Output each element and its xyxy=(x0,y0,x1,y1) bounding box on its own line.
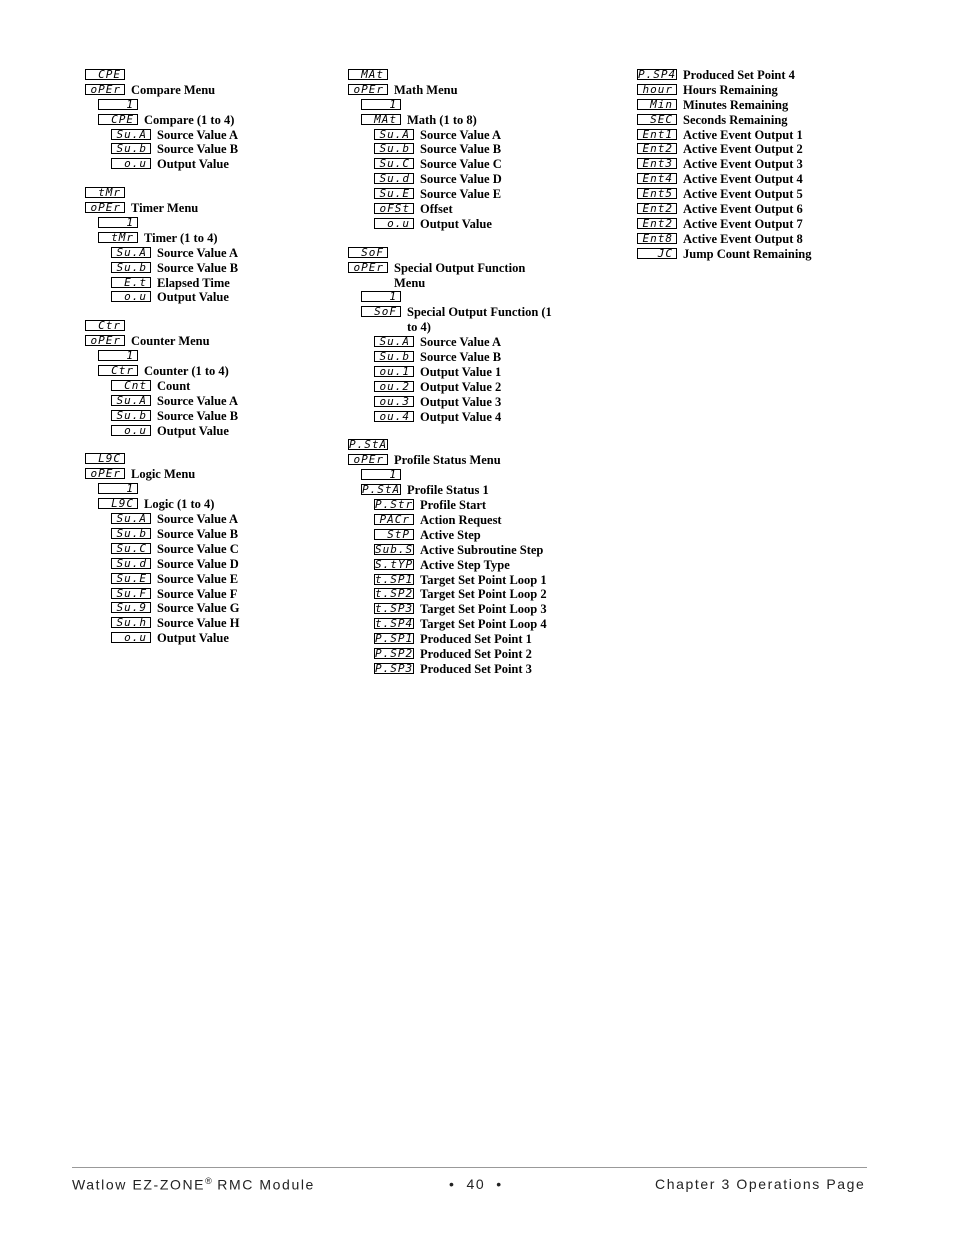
menu-label: Source Value A xyxy=(157,393,239,408)
display-code: Su.b xyxy=(374,351,414,362)
display-code: 1 xyxy=(361,291,401,302)
display-code: SoF xyxy=(361,306,401,317)
footer-module: RMC Module xyxy=(211,1176,315,1193)
display-code: Su.b xyxy=(111,143,151,154)
display-code: Ent3 xyxy=(637,158,677,169)
display-code: JC xyxy=(637,248,677,259)
display-code: tMr xyxy=(85,187,125,198)
display-code: Cnt xyxy=(111,380,151,391)
display-code: oPEr xyxy=(348,454,388,465)
display-code: oPEr xyxy=(85,84,125,95)
menu-label: Output Value xyxy=(157,290,229,305)
registered-mark: ® xyxy=(205,1176,212,1186)
display-code: oFSt xyxy=(374,203,414,214)
menu-label: Source Value E xyxy=(420,187,502,202)
display-code: t.SP1 xyxy=(375,573,414,585)
page-number: • 40 • xyxy=(449,1176,503,1192)
menu-label: Output Value 2 xyxy=(420,379,502,394)
menu-label: Source Value A xyxy=(157,512,239,527)
display-code: t.SP3 xyxy=(375,603,414,615)
menu-label: Active Event Output 1 xyxy=(683,127,803,142)
display-code: P.StA xyxy=(349,439,388,451)
menu-label: Produced Set Point 4 xyxy=(683,68,795,82)
menu-label: Source Value A xyxy=(157,127,239,142)
menu-label: Output Value 3 xyxy=(420,394,502,409)
display-code: ou.4 xyxy=(374,411,414,422)
menu-label: Count xyxy=(157,378,191,393)
display-code: L9C xyxy=(85,453,125,464)
display-code: Su.b xyxy=(111,262,151,273)
footer-divider xyxy=(72,1167,867,1168)
menu-label: Special Output Function (1 xyxy=(407,305,552,320)
display-code: Ctr xyxy=(85,320,125,331)
menu-label: Active Event Output 2 xyxy=(683,142,803,157)
menu-label: Output Value 1 xyxy=(420,364,502,379)
display-code: Su.b xyxy=(374,143,414,154)
menu-label: Minutes Remaining xyxy=(683,97,789,112)
display-code: o.u xyxy=(111,425,151,436)
display-code: t.SP4 xyxy=(375,618,414,630)
display-code: Su.E xyxy=(111,573,151,584)
menu-label: Target Set Point Loop 3 xyxy=(420,602,547,617)
menu-label: Hours Remaining xyxy=(683,82,778,97)
menu-label: Timer (1 to 4) xyxy=(144,230,218,245)
menu-label: Output Value 4 xyxy=(420,409,502,424)
menu-label: Target Set Point Loop 2 xyxy=(420,587,547,602)
display-code: SEC xyxy=(637,114,677,125)
menu-label: Counter (1 to 4) xyxy=(144,364,229,379)
display-code: E.t xyxy=(111,277,151,288)
display-code: P.SP1 xyxy=(375,633,414,645)
display-code: Min xyxy=(637,99,677,110)
menu-label: Elapsed Time xyxy=(157,275,230,290)
display-code: oPEr xyxy=(85,468,125,479)
menu-label: Math Menu xyxy=(394,82,458,97)
menu-label: Produced Set Point 1 xyxy=(420,632,532,647)
display-code: Ent5 xyxy=(637,188,677,199)
display-code: Su.C xyxy=(111,543,151,554)
menu-label: Target Set Point Loop 4 xyxy=(420,617,547,632)
menu-label: Active Event Output 8 xyxy=(683,231,803,246)
menu-label-continued: Menu xyxy=(394,275,426,290)
menu-label: Active Step Type xyxy=(420,557,510,572)
footer-chapter: Chapter 3 Operations Page xyxy=(655,1176,866,1192)
display-code: ou.2 xyxy=(374,381,414,392)
menu-label: Source Value B xyxy=(420,142,502,157)
display-code: oPEr xyxy=(85,202,125,213)
menu-label: Source Value C xyxy=(157,541,239,556)
display-code: ou.3 xyxy=(374,396,414,407)
display-code: P.SP3 xyxy=(375,662,414,674)
display-code: Su.A xyxy=(374,129,414,140)
menu-label: Special Output Function xyxy=(394,260,526,275)
menu-label: Source Value D xyxy=(420,172,502,187)
menu-label: Seconds Remaining xyxy=(683,112,788,127)
display-code: oPEr xyxy=(85,335,125,346)
menu-label: Profile Status Menu xyxy=(394,453,501,468)
menu-label: Produced Set Point 2 xyxy=(420,646,532,661)
display-code: Su.A xyxy=(374,336,414,347)
menu-label: Source Value A xyxy=(420,335,502,350)
menu-label: Timer Menu xyxy=(131,201,199,216)
display-code: oPEr xyxy=(348,262,388,273)
display-code: Ent2 xyxy=(637,203,677,214)
menu-label: Output Value xyxy=(157,157,229,172)
menu-label: Source Value E xyxy=(157,571,239,586)
menu-label: Active Step xyxy=(420,527,481,542)
menu-label: Target Set Point Loop 1 xyxy=(420,572,547,587)
menu-label: Active Subroutine Step xyxy=(420,542,544,557)
menu-label: Source Value B xyxy=(157,526,239,541)
display-code: Ent8 xyxy=(637,233,677,244)
display-code: 1 xyxy=(98,350,138,361)
display-code: L9C xyxy=(98,498,138,509)
menu-label: Jump Count Remaining xyxy=(683,246,812,261)
menu-label: Active Event Output 5 xyxy=(683,187,803,202)
display-code: Su.h xyxy=(111,617,151,628)
display-code: Sub.S xyxy=(375,543,414,555)
menu-label: Produced Set Point 3 xyxy=(420,661,532,676)
menu-label: Action Request xyxy=(420,512,502,527)
display-code: Su.A xyxy=(111,513,151,524)
display-code: ou.1 xyxy=(374,366,414,377)
display-code: MAt xyxy=(361,114,401,125)
menu-label-continued: to 4) xyxy=(407,320,431,335)
menu-label: Active Event Output 4 xyxy=(683,172,803,187)
display-code: o.u xyxy=(111,632,151,643)
display-code: StP xyxy=(374,529,414,540)
menu-label: Compare (1 to 4) xyxy=(144,112,235,127)
menu-label: Source Value G xyxy=(157,601,240,616)
display-code: Su.d xyxy=(111,558,151,569)
display-code: 1 xyxy=(98,483,138,494)
display-code: 1 xyxy=(98,99,138,110)
display-code: P.SP2 xyxy=(375,647,414,659)
menu-label: Output Value xyxy=(157,631,229,646)
menu-label: Active Event Output 7 xyxy=(683,216,803,231)
menu-label: Offset xyxy=(420,202,453,217)
menu-label: Compare Menu xyxy=(131,82,216,97)
display-code: Ctr xyxy=(98,365,138,376)
menu-label: Source Value C xyxy=(420,157,502,172)
menu-label: Logic (1 to 4) xyxy=(144,497,215,512)
display-code: Ent2 xyxy=(637,143,677,154)
menu-label: Active Event Output 6 xyxy=(683,202,803,217)
display-code: 1 xyxy=(98,217,138,228)
menu-label: Source Value H xyxy=(157,616,240,631)
display-code: MAt xyxy=(348,69,388,80)
display-code: o.u xyxy=(111,291,151,302)
display-code: oPEr xyxy=(348,84,388,95)
menu-label: Source Value B xyxy=(157,260,239,275)
display-code: Ent2 xyxy=(637,218,677,229)
display-code: P.SP4 xyxy=(638,69,677,80)
menu-label: Source Value B xyxy=(157,408,239,423)
menu-label: Source Value A xyxy=(157,245,239,260)
display-code: Ent4 xyxy=(637,173,677,184)
display-code: Ent1 xyxy=(637,129,677,140)
display-code: CPE xyxy=(98,114,138,125)
display-code: PACr xyxy=(374,514,414,525)
display-code: o.u xyxy=(111,158,151,169)
display-code: CPE xyxy=(85,69,125,80)
display-code: Su.A xyxy=(111,395,151,406)
menu-label: Profile Status 1 xyxy=(407,483,489,498)
menu-label: Source Value D xyxy=(157,556,239,571)
display-code: tMr xyxy=(98,232,138,243)
menu-label: Source Value B xyxy=(157,142,239,157)
menu-label: Counter Menu xyxy=(131,334,210,349)
display-code: P.Str xyxy=(375,499,414,511)
display-code: Su.E xyxy=(374,188,414,199)
display-code: t.SP2 xyxy=(375,588,414,600)
menu-label: Math (1 to 8) xyxy=(407,112,477,127)
display-code: o.u xyxy=(374,218,414,229)
menu-label: Profile Start xyxy=(420,498,487,513)
display-code: Su.A xyxy=(111,129,151,140)
menu-label: Active Event Output 3 xyxy=(683,157,803,172)
display-code: 1 xyxy=(361,469,401,480)
display-code: Su.A xyxy=(111,247,151,258)
footer-title xyxy=(72,1176,315,1193)
display-code: SoF xyxy=(348,247,388,258)
display-code: P.StA xyxy=(362,484,401,496)
display-code: Su.C xyxy=(374,158,414,169)
display-code: Su.b xyxy=(111,410,151,421)
display-code: Su.b xyxy=(111,528,151,539)
display-code: Su.F xyxy=(111,588,151,599)
menu-label: Output Value xyxy=(157,423,229,438)
display-code: hour xyxy=(637,84,677,95)
display-code: 1 xyxy=(361,99,401,110)
display-code: Su.9 xyxy=(111,602,151,613)
menu-label: Logic Menu xyxy=(131,467,196,482)
menu-label: Output Value xyxy=(420,216,492,231)
display-code: Su.d xyxy=(374,173,414,184)
menu-label: Source Value B xyxy=(420,350,502,365)
footer-product: Watlow EZ-ZONE xyxy=(72,1176,206,1193)
display-code: S.tYP xyxy=(375,558,414,570)
menu-label: Source Value A xyxy=(420,127,502,142)
menu-label: Source Value F xyxy=(157,586,238,601)
